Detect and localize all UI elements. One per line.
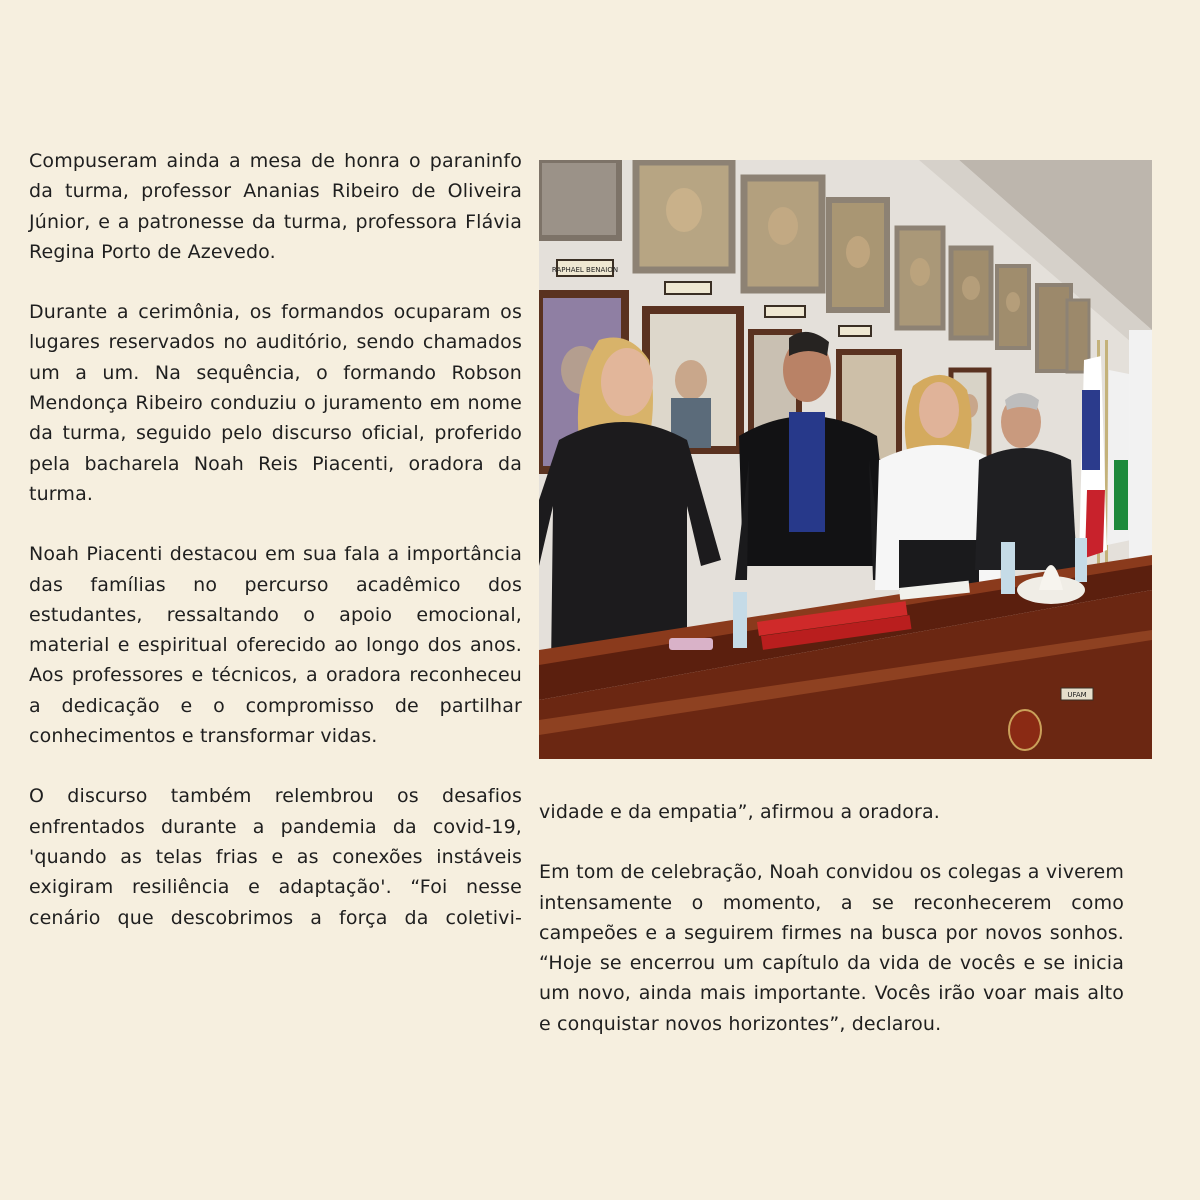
paragraph: Durante a cerimônia, os formandos ocuparam os lugares reservados no auditório, sendo chamados um a um. Na sequência, o formando Robson Mendonça Ribeiro conduziu o juramento em nome da turma, seguido pelo discurso oficial, proferido pela bacharela Noah Reis Piacenti, oradora da turma. (29, 301, 522, 505)
paragraph: Em tom de celebração, Noah convidou os colegas a viverem intensamente o momento, a se reconhecerem como campeões e a seguirem firmes na busca por novos sonhos. “Hoje se encerrou um capítulo da vida de vocês e se inicia um novo, ainda mais importante. Vocês irão voar mais alto e conquistar novos horizontes”, declarou. (539, 861, 1124, 1035)
right-text-column (539, 797, 1124, 1069)
plaque-label: RAPHAEL BENAION (551, 266, 619, 274)
water-bottle (1001, 542, 1015, 594)
paragraph: O discurso também relembrou os desafios enfrentados durante a pandemia da covid-19, 'quando as telas frias e as conexões instáveis exigiram resiliência e adaptação'. “Foi nesse cenário que descobrimos a força da coletivi- (29, 785, 522, 929)
left-text-column (29, 146, 522, 963)
paragraph: Compuseram ainda a mesa de honra o paraninfo da turma, professor Ananias Ribeiro de Oliveira Júnior, e a patronesse da turma, professora Flávia Regina Porto de Azevedo. (29, 150, 522, 263)
paragraph: vidade e da empatia”, afirmou a oradora. (539, 801, 940, 823)
paragraph: Noah Piacenti destacou em sua fala a importância das famílias no percurso acadêmico dos estudantes, ressaltando o apoio emocional, material e espiritual oferecido ao longo dos anos. Aos professores e técnicos, a oradora reconheceu a dedicação e o compromisso de partilhar conhecimentos e transformar vidas. (29, 543, 522, 748)
water-bottle (733, 592, 747, 648)
table-plaque: UFAM (1067, 691, 1087, 699)
ceremony-photo (539, 160, 1152, 759)
phone (669, 638, 713, 650)
water-bottle (1075, 538, 1087, 582)
